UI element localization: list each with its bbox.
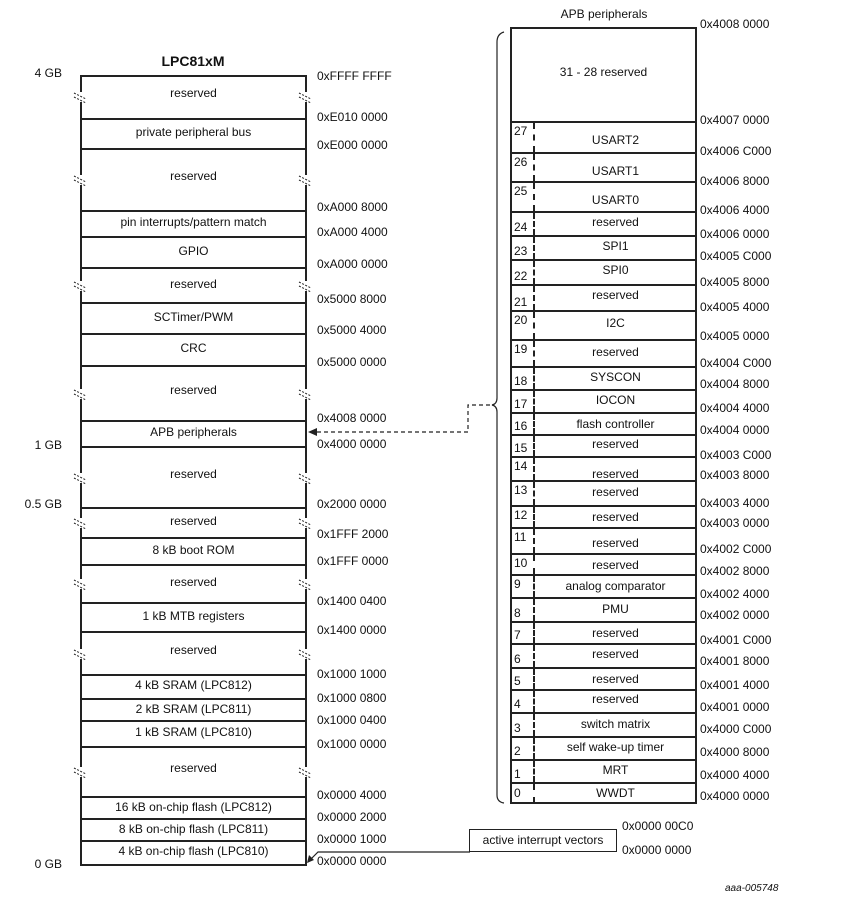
apb-address-label: 0x4005 C000 (700, 249, 772, 263)
memory-region-label: GPIO (178, 244, 209, 258)
apb-address-label: 0x4000 C000 (700, 722, 772, 736)
gb-label: 1 GB (34, 438, 62, 452)
apb-address-label: 0x4001 0000 (700, 700, 770, 714)
address-label: 0xA000 4000 (317, 225, 388, 239)
apb-address-label: 0x4001 4000 (700, 678, 770, 692)
address-label: 0x1000 1000 (317, 667, 387, 681)
apb-address-label: 0x4004 4000 (700, 401, 770, 415)
memory-region-label: reserved (170, 761, 217, 775)
memory-region-label: 8 kB on-chip flash (LPC811) (118, 822, 269, 836)
apb-address-label: 0x4005 8000 (700, 275, 770, 289)
slot-number: 27 (514, 124, 528, 138)
address-label: 0x0000 2000 (317, 810, 387, 824)
address-label: 0x1000 0400 (317, 713, 387, 727)
peripheral-label: IOCON (595, 393, 636, 407)
memory-region-label: 1 kB MTB registers (142, 609, 245, 623)
peripheral-label: reserved (592, 626, 639, 640)
peripheral-label: reserved (592, 672, 639, 686)
slot-number: 15 (514, 441, 528, 455)
interrupt-vectors-box (469, 829, 617, 852)
memory-region-label: reserved (170, 86, 217, 100)
peripheral-label: self wake-up timer (566, 740, 665, 754)
memory-region-label: 4 kB SRAM (LPC812) (135, 678, 252, 692)
apb-address-label: 0x4006 0000 (700, 227, 770, 241)
peripheral-label: SYSCON (590, 370, 641, 384)
slot-number: 16 (514, 419, 528, 433)
slot-number: 0 (514, 786, 521, 800)
apb-address-label: 0x4005 4000 (700, 300, 770, 314)
apb-address-label: 0x4004 0000 (700, 423, 770, 437)
slot-number: 24 (514, 220, 528, 234)
gb-label: 4 GB (34, 66, 62, 80)
reserved-block-label: 31 - 28 reserved (559, 65, 648, 79)
peripheral-label: USART1 (591, 164, 640, 178)
peripheral-label: reserved (592, 692, 639, 706)
gb-label: 0 GB (34, 857, 62, 871)
address-label: 0x5000 8000 (317, 292, 387, 306)
left-map-title: LPC81xM (161, 53, 225, 69)
slot-number: 18 (514, 374, 528, 388)
peripheral-label: reserved (592, 485, 639, 499)
apb-address-label: 0x4003 0000 (700, 516, 770, 530)
address-label: 0x0000 0000 (317, 854, 387, 868)
memory-region-label: reserved (170, 514, 217, 528)
address-label: 0xA000 0000 (317, 257, 388, 271)
apb-address-label: 0x4002 C000 (700, 542, 772, 556)
peripheral-label: WWDT (596, 786, 635, 800)
memory-region-label: reserved (170, 643, 217, 657)
apb-address-label: 0x4008 0000 (700, 17, 770, 31)
memory-region-label: 16 kB on-chip flash (LPC812) (115, 800, 272, 814)
apb-address-label: 0x4001 C000 (700, 633, 772, 647)
slot-number: 23 (514, 244, 528, 258)
peripheral-label: I2C (606, 316, 625, 330)
slot-number: 3 (514, 721, 521, 735)
apb-address-label: 0x4002 0000 (700, 608, 770, 622)
apb-address-label: 0x4003 4000 (700, 496, 770, 510)
address-label: 0x1400 0400 (317, 594, 387, 608)
peripheral-label: reserved (592, 288, 639, 302)
slot-number: 1 (514, 767, 521, 781)
peripheral-label: reserved (592, 536, 639, 550)
slot-number: 25 (514, 184, 528, 198)
apb-address-label: 0x4002 4000 (700, 587, 770, 601)
peripheral-label: flash controller (576, 417, 655, 431)
apb-address-label: 0x4001 8000 (700, 654, 770, 668)
slot-number: 26 (514, 155, 528, 169)
apb-map-title: APB peripherals (560, 7, 648, 21)
apb-address-label: 0x4004 8000 (700, 377, 770, 391)
slot-number: 22 (514, 269, 528, 283)
address-label: 0x0000 1000 (317, 832, 387, 846)
peripheral-label: USART2 (591, 133, 640, 147)
address-label: 0xE010 0000 (317, 110, 388, 124)
peripheral-label: reserved (592, 215, 639, 229)
address-label: 0x4000 0000 (317, 437, 387, 451)
figure-id: aaa-005748 (725, 883, 779, 894)
gb-label: 0.5 GB (24, 497, 62, 511)
memory-region-label: reserved (170, 383, 217, 397)
apb-address-label: 0x4006 C000 (700, 144, 772, 158)
memory-region-label: reserved (170, 467, 217, 481)
peripheral-label: MRT (602, 763, 629, 777)
address-label: 0x4008 0000 (317, 411, 387, 425)
memory-region-label: 2 kB SRAM (LPC811) (135, 702, 252, 716)
slot-number: 14 (514, 459, 528, 473)
apb-address-label: 0x4003 C000 (700, 448, 772, 462)
address-label: 0x1000 0000 (317, 737, 387, 751)
peripheral-label: reserved (592, 510, 639, 524)
memory-region-label: APB peripherals (150, 425, 237, 439)
address-label: 0xA000 8000 (317, 200, 388, 214)
address-label: 0xFFFF FFFF (317, 69, 392, 83)
interrupt-vectors-label: active interrupt vectors (482, 833, 604, 847)
apb-address-label: 0x4000 4000 (700, 768, 770, 782)
apb-address-label: 0x4003 8000 (700, 468, 770, 482)
address-label: 0x0000 4000 (317, 788, 387, 802)
peripheral-label: PMU (602, 602, 629, 616)
slot-number: 7 (514, 628, 521, 642)
apb-address-label: 0x4000 0000 (700, 789, 770, 803)
peripheral-label: switch matrix (580, 717, 651, 731)
memory-region-label: 1 kB SRAM (LPC810) (135, 725, 252, 739)
apb-address-label: 0x4007 0000 (700, 113, 770, 127)
slot-number: 13 (514, 483, 528, 497)
apb-address-label: 0x4006 4000 (700, 203, 770, 217)
peripheral-label: reserved (592, 647, 639, 661)
memory-region-label: pin interrupts/pattern match (120, 215, 267, 229)
peripheral-label: USART0 (591, 193, 640, 207)
slot-number: 8 (514, 606, 521, 620)
peripheral-label: SPI1 (602, 239, 629, 253)
slot-number: 10 (514, 556, 528, 570)
address-label: 0xE000 0000 (317, 138, 388, 152)
address-label: 0x5000 0000 (317, 355, 387, 369)
memory-region-label: CRC (180, 341, 207, 355)
slot-number: 2 (514, 744, 521, 758)
memory-region-label: reserved (170, 277, 217, 291)
apb-address-label: 0x4002 8000 (700, 564, 770, 578)
vectors-addr-bottom: 0x0000 0000 (622, 843, 692, 857)
peripheral-label: reserved (592, 558, 639, 572)
slot-number: 5 (514, 674, 521, 688)
slot-number: 12 (514, 508, 528, 522)
address-label: 0x1FFF 2000 (317, 527, 389, 541)
slot-number: 11 (514, 530, 527, 544)
slot-number: 9 (514, 577, 521, 591)
peripheral-label: reserved (592, 467, 639, 481)
address-label: 0x1400 0000 (317, 623, 387, 637)
peripheral-label: reserved (592, 437, 639, 451)
vectors-addr-top: 0x0000 00C0 (622, 819, 694, 833)
slot-number: 20 (514, 313, 528, 327)
address-label: 0x1000 0800 (317, 691, 387, 705)
slot-number: 19 (514, 342, 528, 356)
peripheral-label: reserved (592, 345, 639, 359)
apb-address-label: 0x4000 8000 (700, 745, 770, 759)
slot-number: 4 (514, 697, 521, 711)
apb-address-label: 0x4004 C000 (700, 356, 772, 370)
memory-region-label: 4 kB on-chip flash (LPC810) (118, 844, 269, 858)
address-label: 0x5000 4000 (317, 323, 387, 337)
memory-region-label: private peripheral bus (135, 125, 252, 139)
slot-number: 6 (514, 652, 521, 666)
apb-address-label: 0x4005 0000 (700, 329, 770, 343)
memory-region-label: reserved (170, 169, 217, 183)
memory-region-label: reserved (170, 575, 217, 589)
peripheral-label: analog comparator (565, 579, 666, 593)
slot-number: 17 (514, 397, 528, 411)
apb-address-label: 0x4006 8000 (700, 174, 770, 188)
slot-number: 21 (514, 295, 528, 309)
address-label: 0x1FFF 0000 (317, 554, 389, 568)
memory-region-label: SCTimer/PWM (153, 310, 234, 324)
peripheral-label: SPI0 (602, 263, 629, 277)
address-label: 0x2000 0000 (317, 497, 387, 511)
memory-region-label: 8 kB boot ROM (152, 543, 235, 557)
